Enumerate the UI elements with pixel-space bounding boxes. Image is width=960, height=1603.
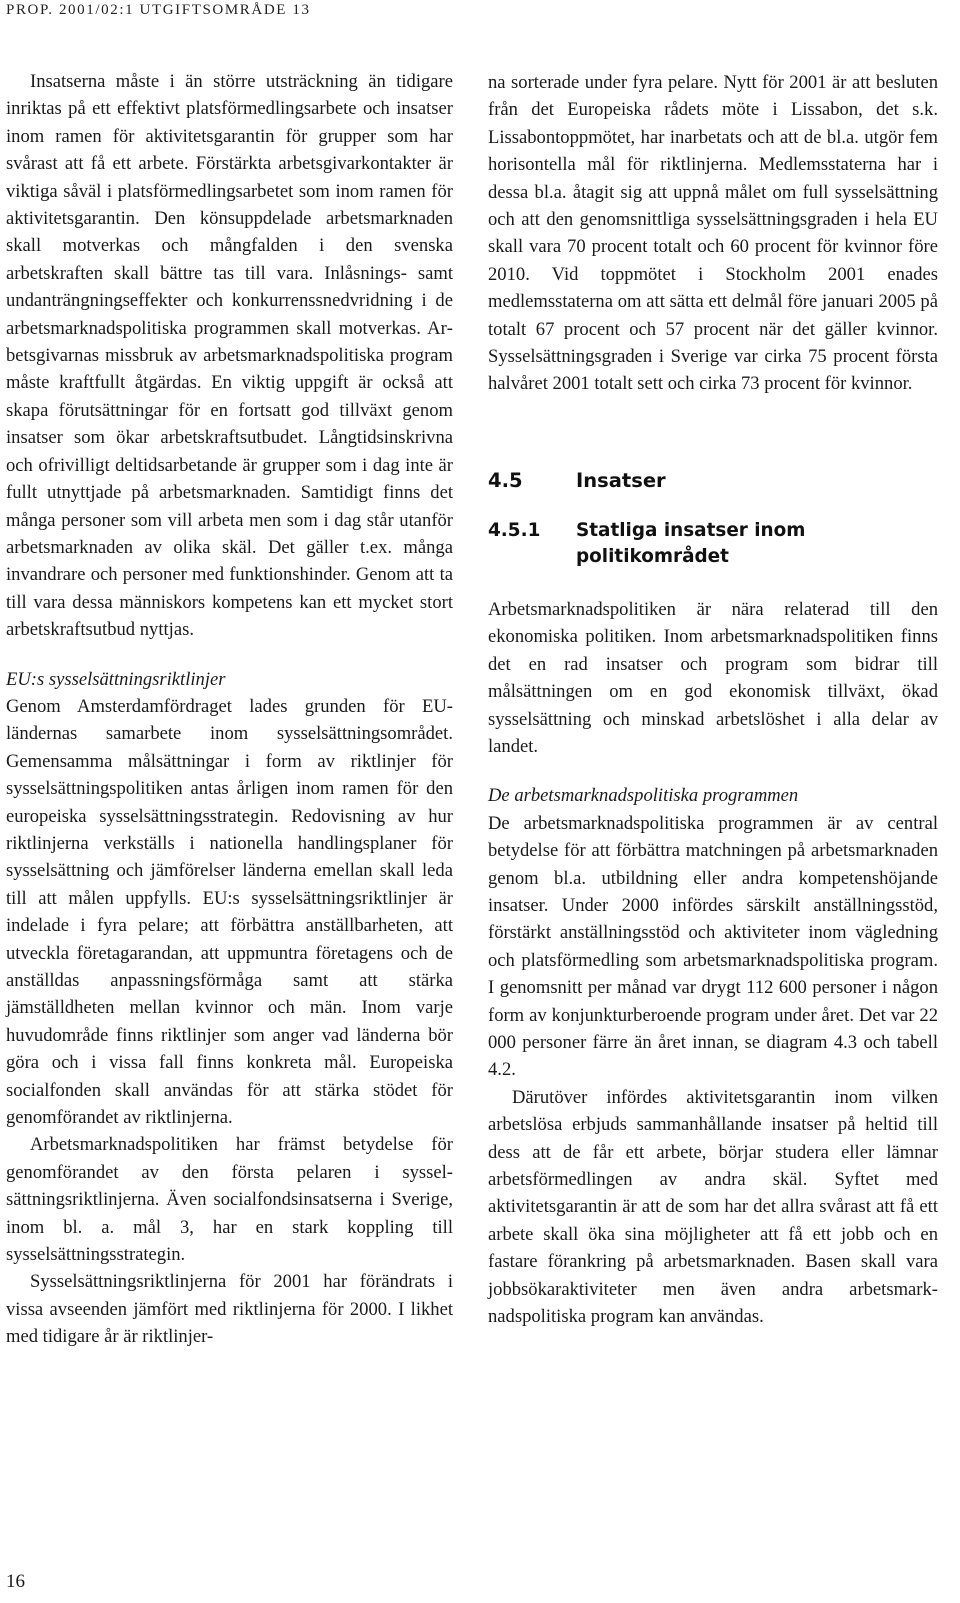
section-subheading: EU:s sysselsättningsriktlinjer: [6, 668, 226, 690]
subsection-heading: [488, 518, 938, 570]
section-heading: [488, 468, 938, 494]
body-paragraph: Sysselsättningsriktlinjerna för 2001 har förändrats i vissa avseenden jämfört med riktlinjerna för 2000. I likhet med tidigare år är riktlinjer-: [6, 1271, 453, 1348]
body-paragraph: Arbetsmarknadspolitiken är nära relaterad till den ekonomiska politiken. Inom arbetsmarknadspolitiken finns det en rad insatser och program som bidrar till målsättningen om en god ekonomisk tillväxt, ökad sysselsättning och minskad arbetslöshet i alla delar av landet.: [488, 598, 938, 757]
body-paragraph: Insatserna måste i än större utsträckning än tidigare inriktas på ett effektivt platsförmedlingsarbete och insatser inom ramen för aktivitetsgarantin för grupper som har svårast att få ett arbete. Förstärkta arbetsgivarkontakter är viktiga såväl i platsförmedlingsarbetet som inom ramen för aktivitetsgarantin. Den könsuppdelade arbetsmarknaden skall motverkas och mångfalden i den svenska arbetskraften skall bättre tas till vara. Inlåsnings- samt undanträngningseffekter och konkurrenssnedvridning i de arbetsmarknadspolitiska programmen skall motverkas. Arbetsgivarnas missbruk av arbetsmarknadspolitiska program måste kraftfullt åtgärdas. En viktig uppgift är också att skapa förutsättningar för en fortsatt god tillväxt genom insatser som ökar arbetskraftsutbudet. Långtidsinskrivna och ofrivilligt deltidsarbetande är grupper som i dag inte är fullt utnyttjade på arbetsmarknaden. Samtidigt finns det många personer som vill arbeta men som i dag står utanför arbetsmarknaden av olika skäl. Det gäller t.ex. många invandrare och personer med funktionshinder. Genom att ta till vara dessa människors kompetens kan ett mycket stort arbetskraftsutbud nyttjas.: [6, 71, 453, 641]
body-paragraph: De arbetsmarknadspolitiska programmen är av central betydelse för att förbättra matchningen på arbetsmarknaden genom bl.a. utbildning eller andra kompetenshöjande insatser. Under 2000 infördes särskilt anställningsstöd, förstärkt anställningsstöd och aktiviteter inom vägledning och platsförmedling som arbetsmarknadspolitiska program. I genomsnitt per månad var drygt 112 600 personer i någon form av konjunkturberoende program under året. Det var 22 000 personer färre än året innan, se diagram 4.3 och tabell 4.2.: [488, 812, 938, 1081]
left-column: [6, 68, 453, 1351]
section-number: 4.5: [488, 468, 523, 492]
subsection-number: 4.5.1: [488, 519, 541, 541]
section-subheading: De arbetsmarknadspolitiska programmen: [488, 785, 799, 807]
body-paragraph: na sorterade under fyra pelare. Nytt för 2001 är att besluten från det Europeiska rådets möte i Lissabon, det s.k. Lissabontoppmötet, har inarbetats och att de bl.a. utgör fem horisontella mål för riktlinjerna. Medlemsstaterna har i dessa bl.a. åtagit sig att uppnå målet om full sysselsättning och att den genomsnittliga sysselsättningsgraden i hela EU skall vara 70 procent totalt och 60 procent för kvinnor före 2010. Vid toppmötet i Stockholm 2001 enades medlemsstaterna om att sätta ett delmål före januari 2005 på totalt 67 procent och 57 procent när det gäller kvinnor. Sysselsättningsgraden i Sverige var cirka 75 procent första halvåret 2001 totalt sett och cirka 73 procent för kvinnor.: [488, 72, 938, 395]
body-paragraph: Därutöver infördes aktivitetsgarantin inom vilken arbetslösa erbjuds sammanhållande insatser på heltid till dess att de får ett arbete, börjar studera eller lämnar arbetsförmedlingen av andra skäl. Syftet med aktivitetsgarantin är att de som har det allra svårast att få ett arbete skall öka sina möjligheter att få ett jobb och en fastare förankring på arbetsmarknaden. Basen skall vara jobbsökaraktiviteter men även andra arbetsmarknadspolitiska program kan användas.: [488, 1086, 938, 1328]
body-paragraph: Arbetsmarknadspolitiken har främst betydelse för genomförandet av den första pelaren i sysselsättningsriktlinjerna. Även socialfondsinsatserna i Sverige, inom bl. a. mål 3, har en stark koppling till sysselsättningsstrategin.: [6, 1134, 453, 1266]
body-paragraph: Genom Amsterdamfördraget lades grunden för EU-ländernas samarbete inom sysselsättningsområdet. Gemensamma målsättningar i form av riktlinjer för sysselsättningspolitiken antas årligen inom ramen för den europeiska sysselsättningsstrategin. Redovisning av hur riktlinjerna verkställs i nationella handlingsplaner för sysselsättning och jämförelser länderna emellan skall leda till att målen uppfylls. EU:s sysselsättningsriktlinjer är indelade i fyra pelare; att förbättra anställbarheten, att utveckla företagarandan, att uppmuntra företagens och de anställdas anpassningsförmåga samt att stärka jämställdheten mellan kvinnor och män. Inom varje huvudområde finns riktlinjer som anger vad länderna bör göra och i vissa fall finns konkreta mål. Europeiska socialfonden skall användas för att stärka stödet för genomförandet av riktlinjerna.: [6, 695, 453, 1129]
running-header: PROP. 2001/02:1 UTGIFTSOMRÅDE 13: [6, 2, 311, 18]
page-number: 16: [6, 1571, 25, 1592]
subsection-title: Statliga insatser inom politikområdet: [576, 519, 806, 567]
section-title: Insatser: [576, 468, 666, 492]
right-column: [488, 69, 938, 1330]
